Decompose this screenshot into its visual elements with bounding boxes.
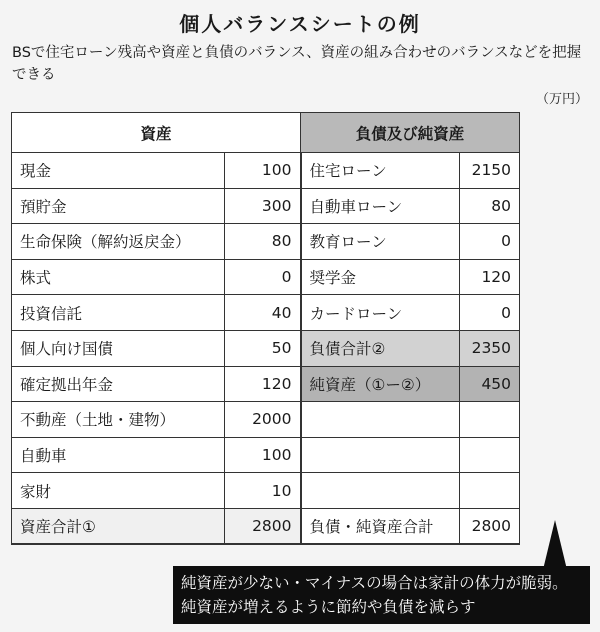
liability-value: [460, 437, 520, 473]
asset-label: 確定拠出年金: [12, 366, 225, 402]
liability-value: [460, 402, 520, 438]
table-row: [12, 153, 520, 189]
table-row: [12, 508, 520, 544]
total-liabilities-label: 負債合計②: [301, 330, 460, 366]
total-assets-label: 資産合計①: [12, 508, 225, 544]
table-row: [12, 295, 520, 331]
total-assets-value: 2800: [225, 508, 301, 544]
asset-label: 預貯金: [12, 188, 225, 224]
liability-value: [460, 473, 520, 509]
asset-value: 100: [225, 437, 301, 473]
liability-label: 自動車ローン: [301, 188, 460, 224]
unit-label: （万円）: [535, 92, 588, 107]
liability-value: 120: [460, 259, 520, 295]
liability-value: 2150: [460, 153, 520, 189]
asset-value: 80: [225, 224, 301, 260]
asset-label: 個人向け国債: [12, 330, 225, 366]
asset-label: 不動産（土地・建物）: [12, 402, 225, 438]
liability-value: 0: [460, 295, 520, 331]
net-assets-value: 450: [460, 366, 520, 402]
liability-label: 奨学金: [301, 259, 460, 295]
net-assets-label: 純資産（①ー②）: [301, 366, 460, 402]
table-row: [12, 259, 520, 295]
table-row: [12, 188, 520, 224]
asset-value: 50: [225, 330, 301, 366]
asset-value: 120: [225, 366, 301, 402]
total-liabilities-value: 2350: [460, 330, 520, 366]
liability-label: [301, 402, 460, 438]
liability-label: カードローン: [301, 295, 460, 331]
asset-label: 投資信託: [12, 295, 225, 331]
liability-label: [301, 473, 460, 509]
asset-value: 40: [225, 295, 301, 331]
asset-label: 株式: [12, 259, 225, 295]
table-row: [12, 366, 520, 402]
total-liabilities-net-assets-value: 2800: [460, 508, 520, 544]
asset-label: 自動車: [12, 437, 225, 473]
total-liabilities-net-assets-label: 負債・純資産合計: [301, 508, 460, 544]
description-text: BSで住宅ローン残高や資産と負債のバランス、資産の組み合わせのバランスなどを把握できる: [12, 45, 582, 83]
asset-value: 100: [225, 153, 301, 189]
asset-value: 2000: [225, 402, 301, 438]
liability-label: [301, 437, 460, 473]
callout-box: 純資産が少ない・マイナスの場合は家計の体力が脆弱。純資産が増えるように節約や負債を減らす: [173, 566, 590, 624]
table-row: [12, 473, 520, 509]
asset-value: 300: [225, 188, 301, 224]
assets-header: 資産: [12, 113, 301, 153]
asset-label: 現金: [12, 153, 225, 189]
liability-label: 住宅ローン: [301, 153, 460, 189]
liability-label: 教育ローン: [301, 224, 460, 260]
asset-label: 生命保険（解約返戻金）: [12, 224, 225, 260]
table-row: [12, 437, 520, 473]
page-title: 個人バランスシートの例: [179, 12, 421, 36]
balance-sheet-table: [11, 112, 520, 545]
liabilities-header: 負債及び純資産: [301, 113, 520, 153]
liability-value: 0: [460, 224, 520, 260]
table-row: [12, 224, 520, 260]
asset-label: 家財: [12, 473, 225, 509]
table-row: [12, 330, 520, 366]
asset-value: 0: [225, 259, 301, 295]
table-row: [12, 402, 520, 438]
liability-value: 80: [460, 188, 520, 224]
asset-value: 10: [225, 473, 301, 509]
